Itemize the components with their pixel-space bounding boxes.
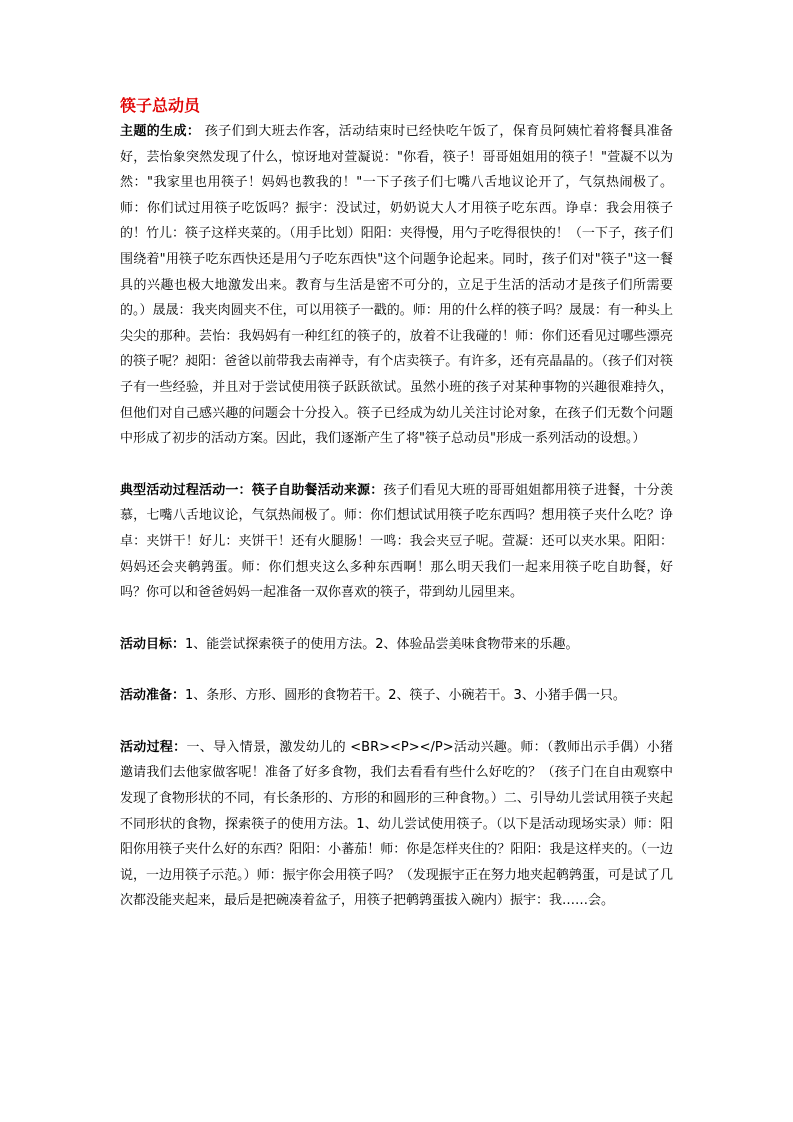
paragraph-gap <box>120 606 673 632</box>
section-text: 1、能尝试探索筷子的使用方法。2、体验品尝美味食物带来的乐趣。 <box>185 636 579 652</box>
section-typical-activity <box>120 478 673 606</box>
paragraph-gap <box>120 657 673 683</box>
section-label: 活动目标： <box>120 636 186 652</box>
section-text: 1、条形、方形、圆形的食物若干。2、筷子、小碗若干。3、小猪手偶一只。 <box>185 688 626 704</box>
section-label: 主题的生成： <box>120 124 201 139</box>
section-label: 典型活动过程活动一：筷子自助餐活动来源： <box>120 482 384 498</box>
paragraph-gap <box>120 709 673 735</box>
section-activity-preparation <box>120 683 673 709</box>
section-label: 活动过程： <box>120 739 187 755</box>
section-activity-process <box>120 735 673 914</box>
section-label: 活动准备： <box>120 688 186 704</box>
section-theme-generation <box>120 119 673 452</box>
document-page <box>120 94 673 914</box>
section-text: 孩子们到大班去作客，活动结束时已经快吃午饭了，保育员阿姨忙着将餐具准备好，芸怡象突然发现了什么，惊讶地对萱凝说："你看，筷子！哥哥姐姐用的筷子！"萱凝不以为然："我家里也用筷子！妈妈也教我的！"一下子孩子们七嘴八舌地议论开了，气氛热闹极了。师：你们试过用筷子吃饭吗？振宇：没试过，奶奶说大人才用筷子吃东西。诤卓：我会用筷子的！竹儿：筷子这样夹菜的。（用手比划）阳阳：夹得慢，用勺子吃得很快的！（一下子，孩子们围绕着"用筷子吃东西快还是用勺子吃东西快"这个问题争论起来。同时，孩子们对"筷子"这一餐具的兴趣也极大地激发出来。教育与生活是密不可分的，立足于生活的活动才是孩子们所需要的。）晟晟：我夹肉圆夹不住，可以用筷子一戳的。师：用的什么样的筷子吗？晟晟：有一种头上尖尖的那种。芸怡：我妈妈有一种红红的筷子的，放着不让我碰的！师：你们还看见过哪些漂亮的筷子呢？昶阳：爸爸以前带我去南禅寺，有个店卖筷子。有许多，还有亮晶晶的。（孩子们对筷子有一些经验，并且对于尝试使用筷子跃跃欲试。虽然小班的孩子对某种事物的兴趣很难持久，但他们对自己感兴趣的问题会十分投入。筷子已经成为幼儿关注讨论对象，在孩子们无数个问题中形成了初步的活动方案。因此，我们逐渐产生了将"筷子总动员"形成一系列活动的设想。） <box>120 124 673 447</box>
section-text: 孩子们看见大班的哥哥姐姐都用筷子进餐，十分羡慕，七嘴八舌地议论，气氛热闹极了。师：你们想试试用筷子吃东西吗？想用筷子夹什么吃？诤卓：夹饼干！好儿：夹饼干！还有火腿肠！一鸣：我会夹豆子呢。萱凝：还可以夹水果。阳阳：妈妈还会夹鹌鹑蛋。师：你们想夹这么多种东西啊！那么明天我们一起来用筷子吃自助餐，好吗？你可以和爸爸妈妈一起准备一双你喜欢的筷子，带到幼儿园里来。 <box>120 482 673 601</box>
document-title: 筷子总动员 <box>120 96 201 115</box>
section-text: 一、导入情景，激发幼儿的 <BR><P></P>活动兴趣。师：（教师出示手偶）小猪邀请我们去他家做客呢！准备了好多食物，我们去看看有些什么好吃的？（孩子门在自由观察中发现了食物形状的不同，有长条形的、方形的和圆形的三种食物。）二、引导幼儿尝试用筷子夹起不同形状的食物，探索筷子的使用方法。1、幼儿尝试使用筷子。（以下是活动现场实录）师：阳阳你用筷子夹什么好的东西？阳阳：小蕃茄！师：你是怎样夹住的？阳阳：我是这样夹的。（一边说，一边用筷子示范。）师：振宇你会用筷子吗？（发现振宇正在努力地夹起鹌鹑蛋，可是试了几次都没能夹起来，最后是把碗凑着盆子，用筷子把鹌鹑蛋拔入碗内）振宇：我……会。 <box>120 739 673 909</box>
section-activity-goals <box>120 632 673 658</box>
paragraph-gap <box>120 452 673 478</box>
